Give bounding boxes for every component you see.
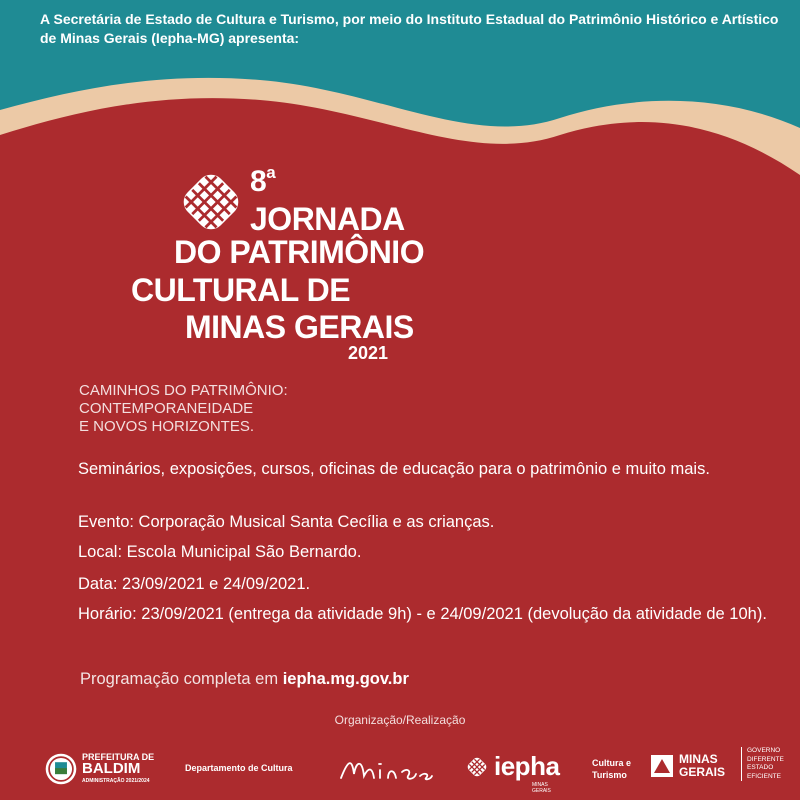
minas-gerais-logo xyxy=(651,753,725,779)
government-tagline xyxy=(741,747,784,781)
schedule-info: Horário: 23/09/2021 (entrega da atividade 9h) - e 24/09/2021 (devolução da atividade de 10h). xyxy=(78,605,767,623)
baldim-seal-icon xyxy=(44,752,78,786)
title-year: 2021 xyxy=(348,343,389,363)
title-line-1: JORNADA xyxy=(250,201,405,237)
program-line xyxy=(80,670,409,689)
gov-line: EFICIENTE xyxy=(747,772,781,780)
culture-tourism-label xyxy=(592,757,631,781)
date-info: Data: 23/09/2021 e 24/09/2021. xyxy=(78,575,311,593)
intro-text: A Secretária de Estado de Cultura e Turismo, por meio do Instituto Estadual do Patrimônio Histórico e Artístico de Minas Gerais (Iepha-MG) apresenta: xyxy=(40,11,779,46)
minas-gerais-mark-icon xyxy=(651,755,673,777)
gov-line: DIFERENTE xyxy=(747,755,784,763)
baldim-logo xyxy=(44,752,154,786)
program-url-link[interactable]: iepha.mg.gov.br xyxy=(282,670,409,688)
iepha-sub: MINAS GERAIS xyxy=(532,782,551,794)
minas-script-logo xyxy=(336,750,436,788)
event-info: Evento: Corporação Musical Santa Cecília e as crianças. xyxy=(78,513,495,531)
culture-line2: Turismo xyxy=(592,770,627,780)
description: Seminários, exposições, cursos, oficinas de educação para o patrimônio e muito mais. xyxy=(78,460,710,478)
jornada-logo-icon xyxy=(172,163,250,241)
iepha-logo xyxy=(464,751,560,794)
department-label: Departamento de Cultura xyxy=(185,763,293,773)
culture-line1: Cultura e xyxy=(592,758,632,768)
tagline-line: CAMINHOS DO PATRIMÔNIO: xyxy=(79,382,288,399)
baldim-line1: PREFEITURA DE xyxy=(82,752,155,762)
gov-line: ESTADO xyxy=(747,764,774,771)
program-prefix: Programação completa em xyxy=(80,670,283,688)
gov-line: GOVERNO xyxy=(747,747,781,754)
mg-line2: GERAIS xyxy=(679,765,726,779)
location-info: Local: Escola Municipal São Bernardo. xyxy=(78,543,362,561)
baldim-line2: BALDIM xyxy=(82,760,141,777)
iepha-name: iepha xyxy=(494,751,560,781)
footer-logos xyxy=(0,733,800,800)
title-line-4: MINAS GERAIS xyxy=(185,309,414,345)
title-line-3: CULTURAL DE xyxy=(131,272,351,308)
tagline xyxy=(79,382,288,436)
organization-label: Organização/Realização xyxy=(334,713,466,727)
baldim-line3: ADMINISTRAÇÃO 2021/2024 xyxy=(82,778,150,784)
mg-line1: MINAS xyxy=(679,752,718,766)
tagline-line: E NOVOS HORIZONTES. xyxy=(79,418,255,435)
tagline-line: CONTEMPORANEIDADE xyxy=(79,400,254,417)
title-ordinal: 8$^a$ xyxy=(250,163,276,198)
iepha-mark-icon xyxy=(464,754,490,780)
title-line-2: DO PATRIMÔNIO xyxy=(174,234,425,270)
